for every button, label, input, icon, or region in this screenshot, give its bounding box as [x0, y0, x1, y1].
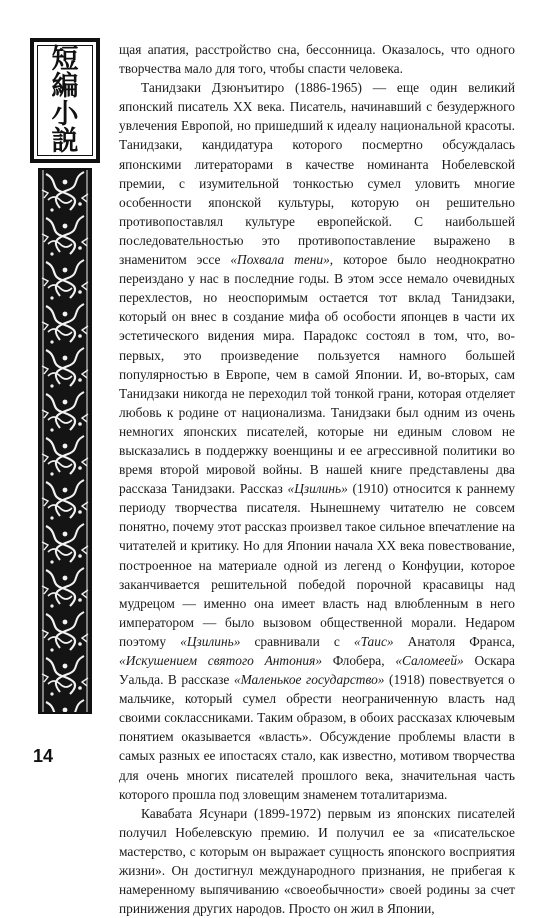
italic-title-text: «Цзилинь»: [287, 481, 348, 497]
italic-title-text: «Цзилинь»: [180, 633, 241, 649]
decorative-ornament-band: [38, 168, 92, 714]
paragraph: [119, 40, 515, 78]
paragraph-text: (1910) относится к раннему периоду творчества писателя. Нынешнему читателю не совсем понятно, почему этот рассказ произвел такое сильное впечатление на читателей и критику. Но для Японии начала XX века повествование, построенное на материале одной из легенд о Конфуции, которое заканчивается решительной победой порочной красавицы над мудрецом — именно она имеет власть над влюбленным в него императором — было вызовом общественной морали. Недаром поэтому: [119, 481, 515, 649]
title-char-1: 短: [51, 44, 79, 76]
paragraph: [119, 804, 515, 918]
page-number: 14: [33, 746, 54, 766]
paragraph-text: , которое было неоднократно переиздано у нас в последние годы. В этом эссе немало очевидных перехлестов, но неоспоримым остается тот вклад Танидзаки, который он внес в создание мифа об особости японцев в части их эстетического видения мира. Парадокс состоял в том, что, во-первых, это произведение пользуется намного большей популярностью в Европе, чем в самой Японии. И, во-вторых, сам Танидзаки никогда не переходил той тонкой грани, которая отделяет любовь к родине от национализма. Танидзаки был одним из очень немногих японских писателей, которые ни единым словом не высказались в поддержку военщины и ее агрессивной политики во время второй мировой войны. В нашей книге представлены два рассказа Танидзаки. Рассказ: [119, 252, 515, 497]
paragraph-text: Анатоля Франса,: [393, 633, 516, 649]
ornament-pattern: [40, 170, 90, 712]
title-char-3: 小: [51, 98, 79, 130]
italic-title-text: «Маленькое государство»: [233, 672, 385, 688]
paragraph-text: щая апатия, расстройство сна, бессонница. Оказалось, что одного творчества мало для того, чтобы спасти человека.: [119, 42, 515, 77]
italic-title-text: «Искушением святого Антония»: [119, 653, 323, 668]
paragraph-text: Танидзаки Дзюнъитиро (1886-1965) — еще один великий японский писатель XX века. Писатель, начинавший с безудержного увлечения Европой, но пришедший к идеалу национальной красоты. Танидзаки, кандидатура которого посмертно обсуждалась японскими литераторами в качестве номинанта Нобелевской премии, с изумительной тонкостью сумел уловить многие особенности японской культуры, которую он решительно противопоставлял культуре европейской. С наибольшей последовательностью это противопоставление выражено в знаменитом эссе: [119, 80, 515, 268]
italic-title-text: «Саломеей»: [395, 653, 464, 668]
paragraph: [119, 78, 515, 804]
paragraph-text: Флобера,: [322, 653, 396, 668]
paragraph-text: сравнивали с: [240, 633, 354, 649]
italic-title-text: «Похвала тени»: [230, 252, 330, 268]
article-text-column: [119, 40, 515, 918]
italic-title-text: «Таис»: [353, 633, 394, 649]
paragraph-text: Оскара Уальда. В рассказе: [119, 653, 515, 688]
title-char-4: 説: [51, 125, 79, 157]
section-title-inner: [37, 45, 93, 156]
paragraph-text: Кавабата Ясунари (1899-1972) первым из японских писателей получил Нобелевскую премию. И получил ее за «писательское мастерство, с которым он выражает сущность японского восприятия жизни». Он достигнул международного признания, не прибегая к намеренному выпячиванию «своеобычности» своей родины за счет принижения других народов. Просто он жил в Японии,: [119, 805, 515, 917]
paragraph-text: (1918) повествуется о мальчике, который сумел обрести неограниченную власть над своими соклассниками. Таким образом, в обоих рассказах ключевым понятием оказывается «власть». Обсуждение проблемы власти в самых разных ее ипостасях стало, как известно, мотивом творчества для очень многих писателей прошлого века, значительная часть которого прошла под зловещим знаменем тоталитаризма.: [119, 672, 516, 802]
title-char-2: 編: [51, 71, 79, 103]
section-title-box: [30, 38, 100, 163]
